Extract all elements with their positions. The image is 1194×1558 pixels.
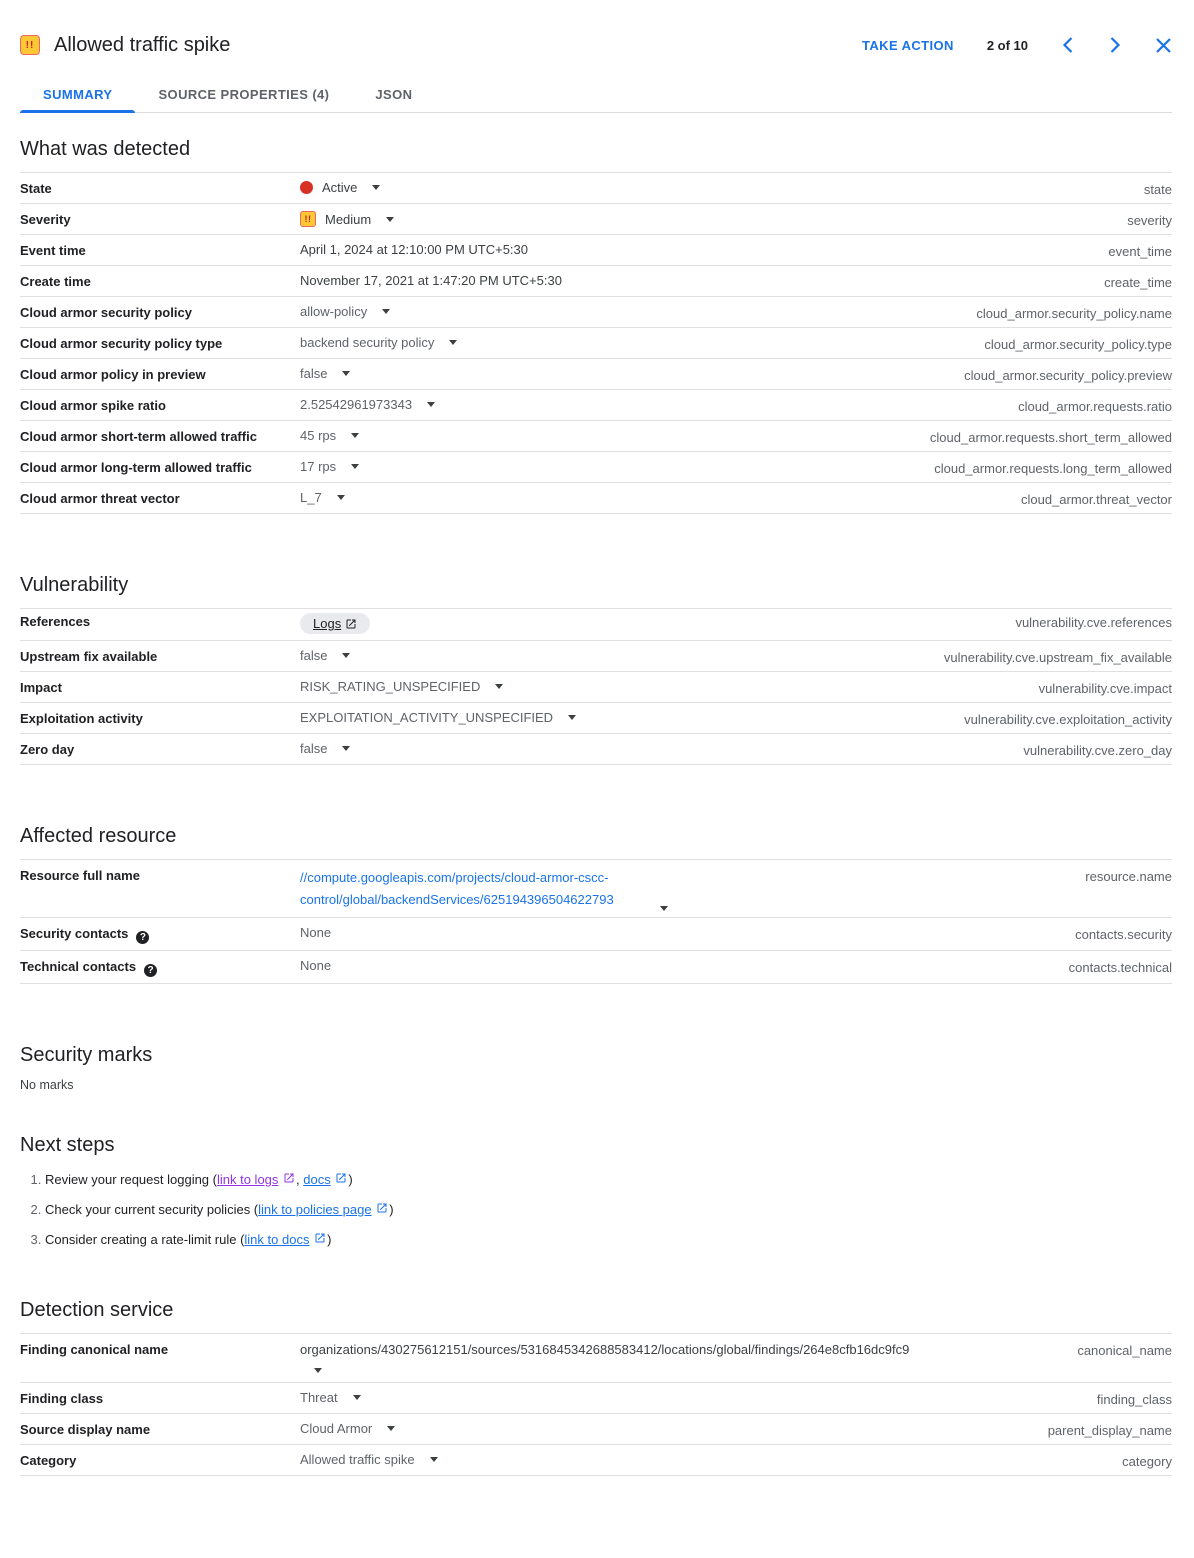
technical-contacts-value: None	[300, 958, 332, 973]
dropdown-caret-icon	[387, 1426, 395, 1431]
dropdown-caret-icon	[342, 746, 350, 751]
security-contacts-label: Security contacts ?	[20, 925, 300, 944]
security-policy-label: Cloud armor security policy	[20, 305, 192, 320]
security-contacts-attribute-key: contacts.security	[1075, 927, 1172, 942]
dropdown-caret-icon	[382, 309, 390, 314]
security-policy-value: allow-policy	[300, 304, 368, 319]
dropdown-caret-icon	[337, 495, 345, 500]
state-row	[20, 173, 1172, 204]
next-finding-button[interactable]	[1108, 36, 1122, 54]
finding-class-dropdown[interactable]	[300, 1390, 361, 1405]
references-value-wrap	[300, 613, 370, 634]
technical-contacts-value-wrap	[300, 958, 331, 973]
exploitation-activity-row	[20, 703, 1172, 734]
resource-full-name-row	[20, 860, 1172, 918]
detection-service-rows	[20, 1333, 1172, 1476]
long-term-allowed-dropdown[interactable]	[300, 459, 359, 474]
resource-full-name-link[interactable]: //compute.googleapis.com/projects/cloud-armor-cscc-control/global/backendServices/625194396504622793	[300, 870, 614, 907]
threat-vector-value: L_7	[300, 490, 322, 505]
upstream-fix-value: false	[300, 648, 328, 663]
next-step-link[interactable]: link to policies page	[258, 1202, 372, 1217]
dropdown-caret-icon	[342, 653, 350, 658]
resource-full-name-attribute-key: resource.name	[1085, 869, 1172, 884]
references-row	[20, 609, 1172, 641]
source-display-name-attribute-key: parent_display_name	[1047, 1423, 1172, 1438]
zero-day-value: false	[300, 741, 328, 756]
canonical-name-attribute-key: canonical_name	[1077, 1343, 1172, 1358]
security-contacts-row	[20, 918, 1172, 951]
impact-dropdown[interactable]	[300, 679, 503, 694]
create-time-value: November 17, 2021 at 1:47:20 PM UTC+5:30	[300, 273, 562, 288]
technical-contacts-attribute-key: contacts.technical	[1068, 960, 1172, 975]
finding-header-left	[20, 34, 230, 57]
upstream-fix-attribute-key: vulnerability.cve.upstream_fix_available	[943, 650, 1172, 665]
help-icon[interactable]: ?	[136, 931, 149, 944]
state-dropdown[interactable]	[300, 180, 380, 195]
severity-dropdown[interactable]	[300, 211, 394, 227]
event-time-label: Event time	[20, 243, 86, 258]
upstream-fix-dropdown[interactable]	[300, 648, 350, 663]
spike-ratio-dropdown[interactable]	[300, 397, 435, 412]
technical-contacts-label: Technical contacts ?	[20, 958, 300, 977]
policy-preview-dropdown[interactable]	[300, 366, 350, 381]
security-policy-type-dropdown[interactable]	[300, 335, 457, 350]
security-contacts-value: None	[300, 925, 332, 940]
short-term-allowed-row	[20, 421, 1172, 452]
threat-vector-attribute-key: cloud_armor.threat_vector	[1020, 492, 1172, 507]
threat-vector-label: Cloud armor threat vector	[20, 491, 180, 506]
tab-json[interactable]: JSON	[375, 87, 413, 102]
event-time-value-wrap	[300, 242, 528, 257]
section-detection-service	[20, 1297, 1172, 1476]
section-title: Affected resource	[20, 825, 177, 847]
policy-preview-value: false	[300, 366, 328, 381]
resource-full-name-dropdown[interactable]	[300, 867, 668, 911]
section-title: What was detected	[20, 138, 191, 160]
finding-class-value: Threat	[300, 1390, 338, 1405]
tab-summary[interactable]: SUMMARY	[20, 78, 135, 112]
canonical-name-value: organizations/430275612151/sources/5316845342688583412/locations/global/findings/264e8cfb16dc9fc9	[300, 1341, 909, 1376]
security-policy-type-value: backend security policy	[300, 335, 435, 350]
logs-chip-button[interactable]	[300, 613, 370, 634]
security-policy-type-row	[20, 328, 1172, 359]
source-display-name-row	[20, 1414, 1172, 1445]
next-steps-list	[20, 1170, 1172, 1249]
spike-ratio-value: 2.52542961973343	[300, 397, 413, 412]
security-contacts-value-wrap	[300, 925, 331, 940]
security-policy-type-attribute-key: cloud_armor.security_policy.type	[984, 337, 1172, 352]
state-active-icon	[300, 181, 313, 194]
open-in-new-icon	[314, 1232, 326, 1244]
short-term-allowed-attribute-key: cloud_armor.requests.short_term_allowed	[929, 430, 1172, 445]
security-policy-dropdown[interactable]	[300, 304, 390, 319]
dropdown-caret-icon	[342, 371, 350, 376]
exploitation-activity-dropdown[interactable]	[300, 710, 576, 725]
exploitation-activity-attribute-key: vulnerability.cve.exploitation_activity	[964, 712, 1172, 727]
policy-preview-attribute-key: cloud_armor.security_policy.preview	[964, 368, 1172, 383]
detected-rows	[20, 172, 1172, 514]
severity-label: Severity	[20, 212, 71, 227]
long-term-allowed-value: 17 rps	[300, 459, 337, 474]
finding-detail-panel	[0, 32, 1194, 1516]
zero-day-dropdown[interactable]	[300, 741, 350, 756]
pagination-counter: 2 of 10	[986, 37, 1028, 53]
next-step-item: 3. Consider creating a rate-limit rule (link to docs )	[45, 1230, 1172, 1249]
severity-row	[20, 204, 1172, 235]
policy-preview-label: Cloud armor policy in preview	[20, 367, 206, 382]
impact-value: RISK_RATING_UNSPECIFIED	[300, 679, 481, 694]
category-value: Allowed traffic spike	[300, 1452, 415, 1467]
logs-chip-label	[313, 616, 357, 631]
dropdown-caret-icon	[314, 1368, 322, 1373]
security-policy-type-label: Cloud armor security policy type	[20, 336, 223, 351]
dropdown-caret-icon	[430, 1457, 438, 1462]
medium-severity-icon: !!	[300, 211, 316, 227]
impact-label: Impact	[20, 680, 62, 695]
zero-day-attribute-key: vulnerability.cve.zero_day	[1023, 743, 1172, 758]
section-title: Security marks	[20, 1044, 153, 1066]
short-term-allowed-dropdown[interactable]	[300, 428, 359, 443]
dropdown-caret-icon	[351, 433, 359, 438]
dropdown-caret-icon	[353, 1395, 361, 1400]
canonical-name-label: Finding canonical name	[20, 1342, 169, 1357]
spike-ratio-label: Cloud armor spike ratio	[20, 398, 166, 413]
dropdown-caret-icon	[495, 684, 503, 689]
state-label: State	[20, 181, 52, 196]
threat-vector-dropdown[interactable]	[300, 490, 345, 505]
tab-source-properties[interactable]: SOURCE PROPERTIES (4)	[158, 87, 330, 102]
finding-class-attribute-key: finding_class	[1096, 1392, 1172, 1407]
take-action-button[interactable]: TAKE ACTION	[862, 37, 954, 53]
dropdown-caret-icon	[351, 464, 359, 469]
create-time-label: Create time	[20, 274, 91, 289]
create-time-value-wrap	[300, 273, 562, 288]
open-in-new-icon	[345, 618, 357, 630]
vulnerability-rows	[20, 608, 1172, 765]
category-row	[20, 1445, 1172, 1476]
next-step-link[interactable]: link to docs	[244, 1232, 310, 1247]
severity-attribute-key: severity	[1127, 213, 1172, 228]
section-next-steps	[20, 1132, 1172, 1249]
impact-row	[20, 672, 1172, 703]
references-value: Logs	[313, 616, 342, 631]
spike-ratio-row	[20, 390, 1172, 421]
long-term-allowed-row	[20, 452, 1172, 483]
spike-ratio-attribute-key: cloud_armor.requests.ratio	[1018, 399, 1172, 414]
open-in-new-icon	[376, 1202, 388, 1214]
dropdown-caret-icon	[660, 906, 668, 911]
threat-vector-row	[20, 483, 1172, 514]
policy-preview-row	[20, 359, 1172, 390]
source-display-name-label: Source display name	[20, 1422, 151, 1437]
exploitation-activity-label: Exploitation activity	[20, 711, 143, 726]
open-in-new-icon	[335, 1172, 347, 1184]
dropdown-caret-icon	[568, 715, 576, 720]
open-in-new-icon	[283, 1172, 295, 1184]
event-time-value: April 1, 2024 at 12:10:00 PM UTC+5:30	[300, 242, 528, 257]
dropdown-caret-icon	[386, 217, 394, 222]
finding-class-label: Finding class	[20, 1391, 104, 1406]
section-affected-resource	[20, 823, 1172, 984]
next-step-link[interactable]: link to logs	[216, 1172, 279, 1187]
upstream-fix-label: Upstream fix available	[20, 649, 158, 664]
zero-day-row	[20, 734, 1172, 765]
previous-finding-button[interactable]	[1061, 36, 1075, 54]
impact-attribute-key: vulnerability.cve.impact	[1038, 681, 1172, 696]
event-time-attribute-key: event_time	[1108, 244, 1172, 259]
dropdown-caret-icon	[427, 402, 435, 407]
medium-severity-icon: !!	[20, 35, 40, 55]
dropdown-caret-icon	[449, 340, 457, 345]
category-dropdown[interactable]	[300, 1452, 438, 1467]
finding-header	[20, 32, 1172, 58]
finding-tabs	[20, 78, 1172, 113]
canonical-name-row	[20, 1334, 1172, 1383]
canonical-name-dropdown[interactable]	[300, 1341, 909, 1376]
category-attribute-key: category	[1122, 1454, 1172, 1469]
upstream-fix-row	[20, 641, 1172, 672]
severity-value: Medium	[325, 211, 372, 227]
dropdown-caret-icon	[372, 185, 380, 190]
references-attribute-key: vulnerability.cve.references	[1015, 615, 1172, 630]
create-time-attribute-key: create_time	[1104, 275, 1172, 290]
section-title: Vulnerability	[20, 574, 129, 596]
zero-day-label: Zero day	[20, 742, 75, 757]
event-time-row	[20, 235, 1172, 266]
section-security-marks	[20, 1042, 1172, 1092]
source-display-name-dropdown[interactable]	[300, 1421, 395, 1436]
long-term-allowed-attribute-key: cloud_armor.requests.long_term_allowed	[934, 461, 1172, 476]
section-title: Detection service	[20, 1299, 174, 1321]
section-what-was-detected	[20, 136, 1172, 514]
section-title: Next steps	[20, 1134, 115, 1156]
long-term-allowed-label: Cloud armor long-term allowed traffic	[20, 460, 252, 475]
section-vulnerability	[20, 572, 1172, 765]
finding-header-actions	[862, 36, 1172, 54]
state-value: Active	[322, 180, 358, 195]
help-icon[interactable]: ?	[144, 964, 157, 977]
next-step-item: 1. Review your request logging (link to logs , docs )	[45, 1170, 1172, 1189]
short-term-allowed-value: 45 rps	[300, 428, 337, 443]
next-step-item: 2. Check your current security policies (link to policies page )	[45, 1200, 1172, 1219]
source-display-name-value: Cloud Armor	[300, 1421, 373, 1436]
security-policy-row	[20, 297, 1172, 328]
security-policy-attribute-key: cloud_armor.security_policy.name	[976, 306, 1172, 321]
page-title: Allowed traffic spike	[54, 33, 231, 56]
state-attribute-key: state	[1143, 182, 1172, 197]
technical-contacts-row	[20, 951, 1172, 984]
finding-class-row	[20, 1383, 1172, 1414]
close-icon[interactable]	[1155, 37, 1172, 54]
exploitation-activity-value: EXPLOITATION_ACTIVITY_UNSPECIFIED	[300, 710, 554, 725]
affected-resource-rows	[20, 859, 1172, 984]
references-label: References	[20, 614, 91, 629]
category-label: Category	[20, 1453, 77, 1468]
next-step-link[interactable]: docs	[303, 1172, 331, 1187]
no-marks-text: No marks	[20, 1078, 74, 1092]
create-time-row	[20, 266, 1172, 297]
resource-full-name-label: Resource full name	[20, 868, 140, 883]
short-term-allowed-label: Cloud armor short-term allowed traffic	[20, 429, 257, 444]
